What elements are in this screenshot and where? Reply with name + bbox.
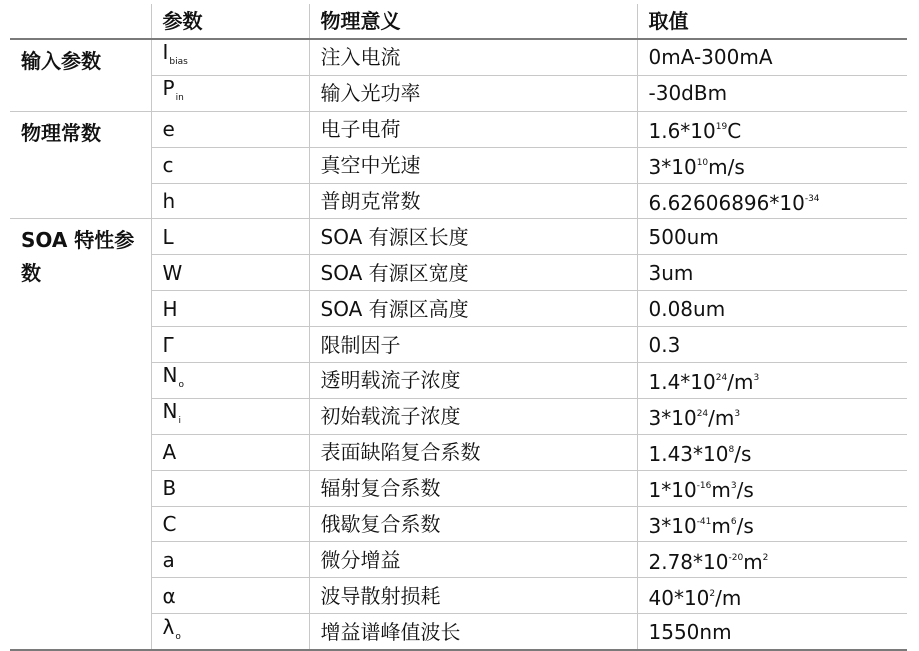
value-superscript: -16 [696,481,712,492]
symbol-text: h [162,189,176,213]
value-superscript: 24 [696,409,709,420]
meaning-cell: 普朗克常数 [309,183,637,219]
value-text: m [743,549,763,574]
meaning-cell: SOA 有源区长度 [309,219,637,255]
value-cell [637,183,907,219]
value-text: 0.08um [648,296,726,321]
meaning-cell: 初始载流子浓度 [309,398,637,434]
symbol-text: c [162,153,174,178]
value-text: 500um [648,224,719,249]
symbol-cell [151,39,309,75]
value-text: m [711,514,731,539]
meaning-cell: 波导散射损耗 [309,578,637,614]
symbol-cell [151,255,309,291]
value-text: /s [734,442,752,467]
category-cell: 物理常数 [10,111,151,219]
meaning-cell: 辐射复合系数 [309,470,637,506]
value-superscript: 24 [715,373,728,384]
symbol-cell [151,542,309,578]
symbol-subscript: in [175,93,184,104]
symbol-text: I [162,40,169,65]
symbol-cell [151,291,309,327]
value-text: 1.6*10 [648,119,716,144]
meaning-cell: 俄歇复合系数 [309,506,637,542]
value-text: 1.4*10 [648,370,716,395]
symbol-cell [151,327,309,363]
value-text: m/s [708,155,745,180]
symbol-cell [151,398,309,434]
header-parameter: 参数 [151,4,309,39]
value-cell [637,434,907,470]
value-text: 1.43*10 [648,442,729,467]
symbol-text: α [162,583,176,608]
table-row [10,219,907,255]
value-text: 1550nm [648,619,732,644]
value-cell [637,255,907,291]
symbol-cell [151,219,309,255]
meaning-cell: 微分增益 [309,542,637,578]
value-cell [637,291,907,327]
symbol-text: W [162,260,183,285]
symbol-text: C [162,512,177,537]
symbol-cell [151,111,309,147]
symbol-text: N [162,363,178,388]
value-superscript: 6 [730,517,737,528]
table-body [10,39,907,650]
value-superscript: -41 [696,517,712,528]
value-cell [637,327,907,363]
value-superscript: 2 [762,552,769,563]
meaning-cell: 输入光功率 [309,75,637,111]
symbol-cell [151,75,309,111]
symbol-cell [151,363,309,399]
value-superscript: 3 [753,373,760,384]
value-text: 0.3 [648,332,681,357]
symbol-cell [151,147,309,183]
symbol-text: e [162,117,175,142]
symbol-text: A [162,440,177,465]
value-cell [637,39,907,75]
symbol-cell [151,183,309,219]
symbol-text: H [162,296,178,321]
symbol-subscript: o [175,631,181,642]
symbol-cell [151,614,309,650]
value-superscript: 3 [734,409,741,420]
value-text: 3*10 [648,155,697,180]
category-cell: SOA 特性参数 [10,219,151,650]
value-superscript: 8 [728,445,735,456]
value-text: /m [708,406,735,431]
meaning-cell: 电子电荷 [309,111,637,147]
value-cell [637,111,907,147]
value-text: /s [736,514,754,539]
value-cell [637,147,907,183]
symbol-text: L [162,224,174,249]
symbol-text: B [162,476,177,501]
category-cell: 输入参数 [10,39,151,111]
header-category-cell [10,4,151,39]
table-header [10,4,907,39]
symbol-cell [151,506,309,542]
value-text: /m [727,370,754,395]
symbol-text: Γ [162,332,174,357]
value-text: 3*10 [648,514,697,539]
symbol-subscript: i [178,416,181,427]
value-superscript: -20 [728,552,744,563]
value-cell [637,470,907,506]
value-superscript: 19 [715,122,728,133]
symbol-text: P [162,76,175,101]
meaning-cell: 表面缺陷复合系数 [309,434,637,470]
value-superscript: -34 [804,194,820,204]
value-text: /s [736,478,754,503]
meaning-cell: 真空中光速 [309,147,637,183]
value-cell [637,578,907,614]
header-physical-meaning: 物理意义 [309,4,637,39]
table-row [10,39,907,75]
meaning-cell: 透明载流子浓度 [309,363,637,399]
symbol-text: a [162,547,175,572]
symbol-cell [151,470,309,506]
value-text: 0mA-300mA [648,45,773,70]
value-cell [637,219,907,255]
value-text: 1*10 [648,478,697,503]
value-text: 6.62606896*10 [648,191,805,215]
value-superscript: 3 [730,481,737,492]
symbol-subscript: o [178,380,184,391]
parameter-table [10,4,907,651]
value-cell [637,75,907,111]
value-text: m [711,478,731,503]
value-cell [637,363,907,399]
value-text: 3um [648,260,694,285]
header-row [10,4,907,39]
value-text: 2.78*10 [648,549,729,574]
value-cell [637,398,907,434]
meaning-cell: 增益谱峰值波长 [309,614,637,650]
meaning-cell: SOA 有源区宽度 [309,255,637,291]
symbol-text: λ [162,614,175,639]
value-text: 3*10 [648,406,697,431]
table-row [10,111,907,147]
value-cell [637,542,907,578]
value-text: 40*10 [648,585,710,610]
symbol-subscript: bias [169,57,188,68]
value-text: C [727,119,742,144]
value-cell [637,506,907,542]
meaning-cell: SOA 有源区高度 [309,291,637,327]
meaning-cell: 注入电流 [309,39,637,75]
header-value: 取值 [637,4,907,39]
value-text: -30dBm [648,81,728,106]
value-text: /m [715,585,742,610]
value-superscript: 10 [696,158,709,169]
symbol-cell [151,434,309,470]
value-cell [637,614,907,650]
symbol-text: N [162,399,178,424]
symbol-cell [151,578,309,614]
value-superscript: 2 [709,588,716,599]
meaning-cell: 限制因子 [309,327,637,363]
